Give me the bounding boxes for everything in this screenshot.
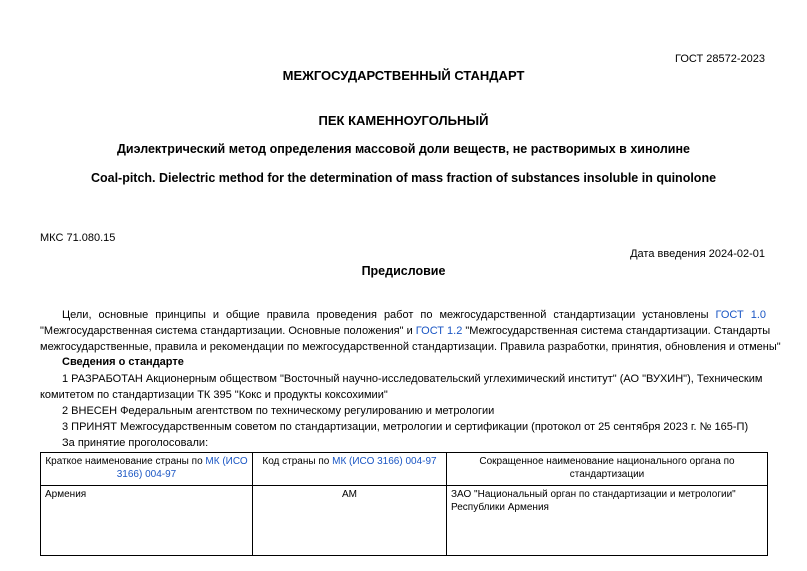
foreword-heading: Предисловие — [361, 264, 446, 278]
mk-iso-link-1[interactable]: МК (ИСО 3166) 004-97 — [116, 456, 248, 480]
paragraph-1-line-1: Цели, основные принципы и общие правила проведения работ по межгосударственной стандартизации установлены ГОСТ 1.0 — [62, 309, 766, 321]
voted-label: За принятие проголосовали: — [62, 437, 209, 449]
paragraph-1-line-2: "Межгосударственная система стандартизации. Основные положения" и ГОСТ 1.2 "Межгосударственная система стандартизации. Стандарты — [40, 325, 771, 337]
subtitle-english: Coal-pitch. Dielectric method for the determination of mass fraction of substances insoluble in quinolone — [90, 171, 717, 185]
paragraph-1-line-3: межгосударственные, правила и рекомендации по межгосударственной стандартизации. Правила разработки, принятия, обновления и отмены" — [40, 341, 781, 353]
gost-1-0-link[interactable]: ГОСТ 1.0 — [715, 309, 766, 321]
page-title: ПЕК КАМЕННОУГОЛЬНЫЙ — [318, 113, 489, 128]
column-header-code: Код страны по МК (ИСО 3166) 004-97 — [253, 453, 447, 486]
subtitle-russian: Диэлектрический метод определения массовой доли веществ, не растворимых в хинолине — [117, 142, 690, 156]
cell-body: ЗАО "Национальный орган по стандартизации и метрологии" Республики Армения — [447, 486, 768, 556]
document-code: ГОСТ 28572-2023 — [675, 53, 765, 65]
table-header-row — [41, 453, 768, 486]
standard-info-heading: Сведения о стандарте — [62, 356, 184, 368]
mks-code: МКС 71.080.15 — [40, 232, 116, 244]
mk-iso-link-2[interactable]: МК (ИСО 3166) 004-97 — [332, 456, 437, 467]
item-3: 3 ПРИНЯТ Межгосударственным советом по стандартизации, метрологии и сертификации (протокол от 25 сентября 2023 г. № 165-П) — [62, 421, 749, 433]
column-header-body: Сокращенное наименование национального органа по стандартизации — [447, 453, 768, 486]
standard-type: МЕЖГОСУДАРСТВЕННЫЙ СТАНДАРТ — [282, 68, 525, 83]
item-1-line-1: 1 РАЗРАБОТАН Акционерным обществом "Восточный научно-исследовательский углехимический институт" (АО "ВУХИН"), Техническим — [62, 373, 763, 385]
cell-code: AM — [253, 486, 447, 556]
cell-country: Армения — [41, 486, 253, 556]
gost-1-2-link[interactable]: ГОСТ 1.2 — [415, 325, 463, 337]
table-row — [41, 486, 768, 556]
column-header-country: Краткое наименование страны по МК (ИСО 3166) 004-97 — [41, 453, 253, 486]
item-1-line-2: комитетом по стандартизации ТК 395 "Кокс и продукты коксохимии" — [40, 389, 388, 401]
member-states-table — [40, 452, 768, 556]
introduction-date: Дата введения 2024-02-01 — [630, 248, 765, 260]
item-2: 2 ВНЕСЕН Федеральным агентством по техническому регулированию и метрологии — [62, 405, 495, 417]
